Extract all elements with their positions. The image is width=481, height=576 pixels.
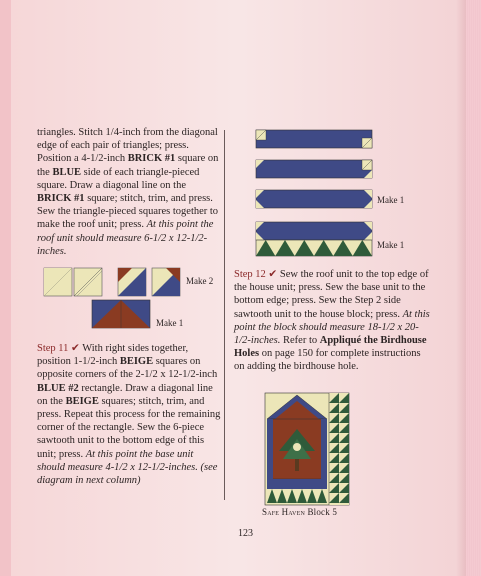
step-12 [234, 268, 430, 374]
step-12-text [234, 268, 430, 374]
make-1-label-b: Make 1 [377, 240, 405, 250]
block-number: Block 5 [307, 507, 338, 517]
step-11 [37, 342, 223, 487]
make-1-label: Make 1 [156, 318, 184, 328]
italic-text: At this point the block should measure 18-1/2 x 20-1/2-inches. [234, 308, 430, 347]
bold-text: BLUE [52, 166, 82, 178]
bold-text: BEIGE [119, 356, 154, 368]
bold-text: BLUE #2 [37, 382, 79, 394]
text: squares; stitch, trim, and press. Repeat this process for the remaining corner of the rectangle. Sew the 6-piece sawtooth unit to the bottom edge of this unit; press. [37, 395, 221, 460]
step-11-text [37, 342, 223, 487]
base-rectangle-diagram-3 [256, 190, 372, 208]
bold-text: BEIGE [65, 395, 99, 407]
italic-text: (see diagram in next column) [37, 461, 218, 487]
block-caption [262, 507, 337, 517]
text: on page 150 for complete instructions on adding the birdhouse hole. [234, 348, 421, 373]
text: squares on opposite corners of the 2-1/2 x 12-1/2-inch [37, 356, 218, 381]
page-edge [466, 0, 481, 576]
step-heading: Step 11 [37, 343, 69, 354]
make-1-label-a: Make 1 [377, 195, 405, 205]
text: square; stitch, trim, and press. Sew the triangle-pieced squares together to make the roof unit; press. [37, 193, 219, 231]
block-name: Safe Haven [262, 507, 305, 517]
check-icon: ✔ [71, 343, 80, 354]
bold-text: Appliqué the Birdhouse Holes [234, 335, 427, 360]
base-rectangle-diagram-2 [256, 160, 372, 178]
text: side of each triangle-pieced square. Draw a diagonal line on the [37, 166, 200, 191]
left-column [37, 126, 223, 258]
page-number: 123 [238, 528, 253, 539]
text: Sew the roof unit to the top edge of the house unit; press. Sew the base unit to the bottom edge; press. Sew the Step 2 side sawtooth unit to the house block; press. [234, 269, 429, 320]
text: With right sides together, position 1-1/2-inch [37, 343, 189, 368]
base-rectangle-diagram-1 [256, 130, 372, 148]
text: rectangle. Draw a diagonal line on the [37, 382, 213, 407]
italic-text: At this point the roof unit should measure 6-1/2 x 12-1/2-inches. [37, 219, 214, 257]
make-2-label: Make 2 [186, 276, 214, 286]
step-heading: Step 12 [234, 269, 266, 280]
roof-unit-diagram [92, 300, 150, 328]
italic-text: At this point the base unit should measure 4-1/2 x 12-1/2-inches. [37, 448, 198, 473]
triangle-squares-diagram [44, 268, 184, 298]
bold-text: BRICK #1 [127, 153, 176, 165]
column-divider [224, 130, 225, 500]
base-unit-diagram [256, 222, 372, 256]
bold-text: BRICK #1 [37, 193, 85, 205]
text: triangles. Stitch 1/4-inch from the diagonal edge of each pair of triangles; press. Position a 4-1/2-inch [37, 127, 218, 165]
text: square on the [37, 153, 219, 178]
safe-haven-block-illustration [265, 393, 349, 505]
text: Refer to [280, 335, 320, 347]
check-icon: ✔ [268, 269, 278, 280]
roof-instructions [37, 126, 223, 258]
